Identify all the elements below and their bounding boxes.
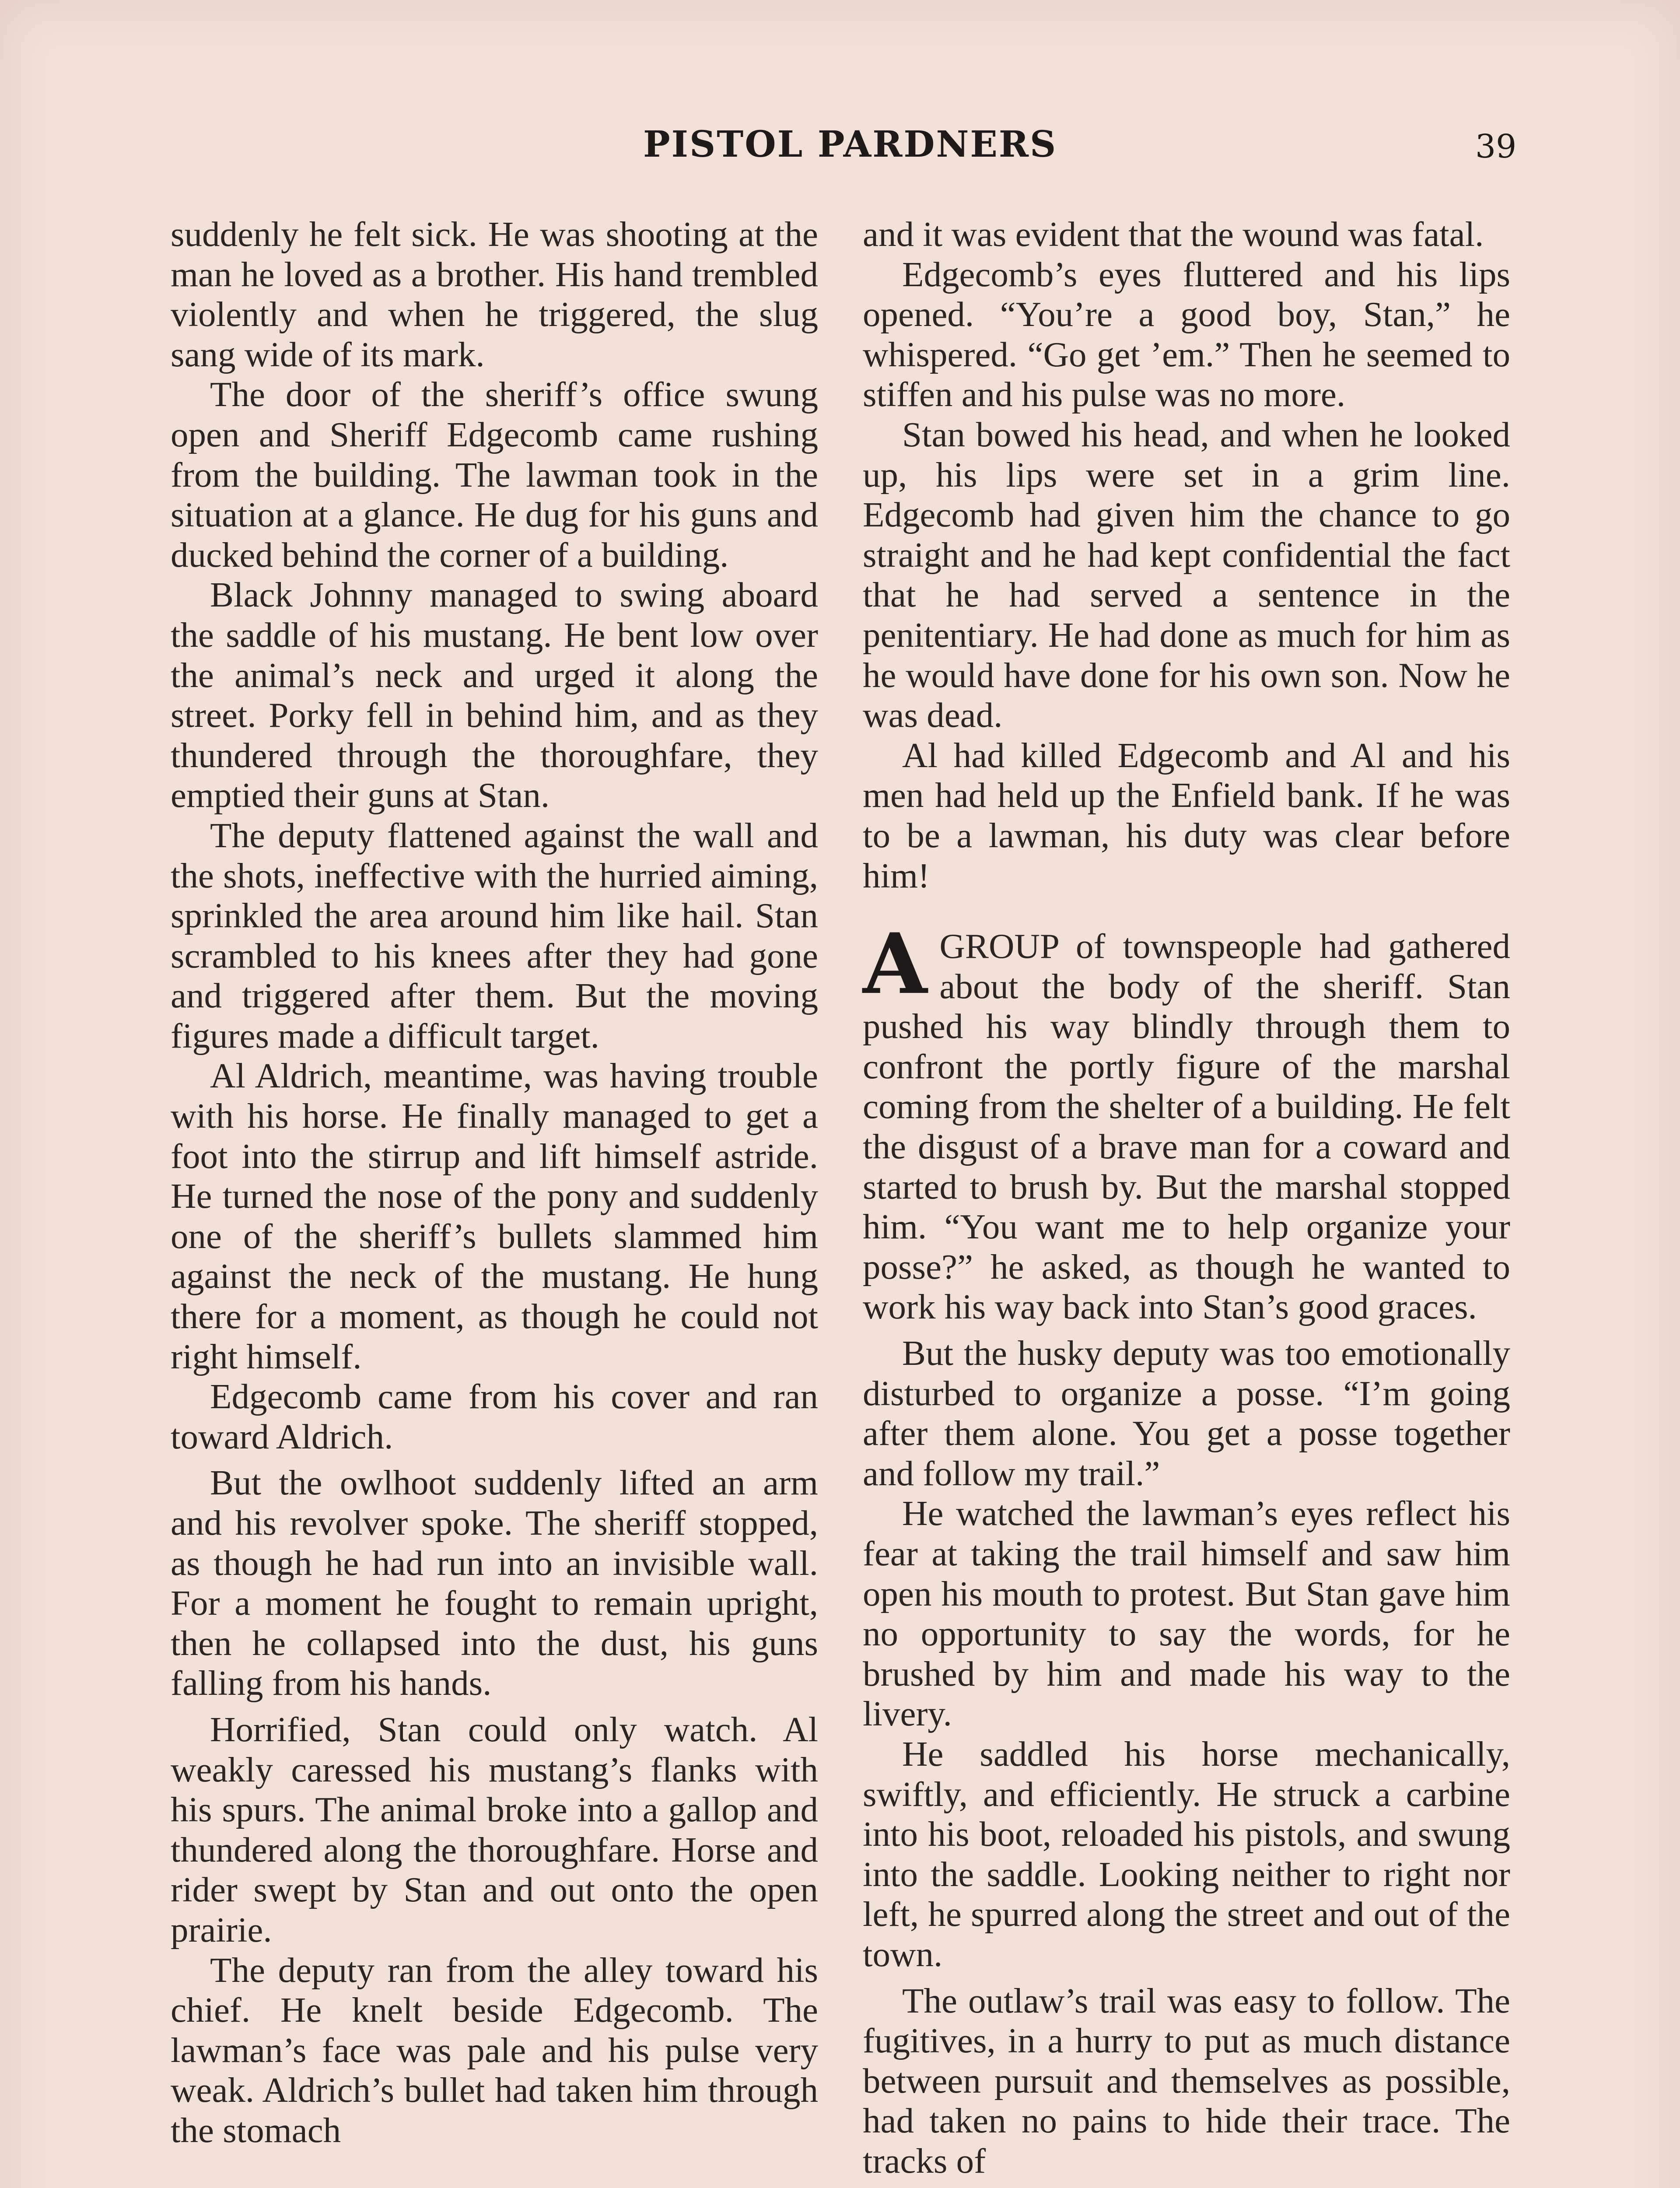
paragraph: But the owlhoot suddenly lifted an arm and his revolver spoke. The sheriff stopped, as though he had run into an invisible wall. For a moment he fought to remain upright, then he collapsed into the dust, his guns falling from his hands. bbox=[171, 1463, 818, 1703]
paragraph: suddenly he felt sick. He was shooting at the man he loved as a brother. His hand trembled violently and when he triggered, the slug sang wide of its mark. bbox=[171, 214, 818, 374]
paragraph: Edgecomb came from his cover and ran toward Aldrich. bbox=[171, 1377, 818, 1456]
paragraph: But the husky deputy was too emotionally disturbed to organize a posse. “I’m going after them alone. You get a posse together and follow my trail.” bbox=[863, 1333, 1510, 1493]
paragraph: Edgecomb’s eyes fluttered and his lips opened. “You’re a good boy, Stan,” he whispered. “Go get ’em.” Then he seemed to stiffen and his pulse was no more. bbox=[863, 254, 1510, 414]
paragraph: Stan bowed his head, and when he looked up, his lips were set in a grim line. Edgecomb had given him the chance to go straight and he had kept confidential the fact that he had served a sentence in the penitentiary. He had done as much for him as he would have done for his own son. Now he was dead. bbox=[863, 414, 1510, 735]
paragraph: The door of the sheriff’s office swung open and Sheriff Edgecomb came rushing from the building. The lawman took in the situation at a glance. He dug for his guns and ducked behind the corner of a building. bbox=[171, 375, 818, 575]
running-head bbox=[0, 123, 1680, 172]
paragraph: Horrified, Stan could only watch. Al weakly caressed his mustang’s flanks with his spurs. The animal broke into a gallop and thundered along the thoroughfare. Horse and rider swept by Stan and out onto the open prairie. bbox=[171, 1709, 818, 1950]
drop-cap: A bbox=[863, 915, 928, 1013]
paragraph: Black Johnny managed to swing aboard the saddle of his mustang. He bent low over the animal’s neck and urged it along the street. Porky fell in behind him, and as they thundered through the thoroughfare, they emptied their guns at Stan. bbox=[171, 575, 818, 815]
paragraph: Al had killed Edgecomb and Al and his men had held up the Enfield bank. If he was to be a lawman, his duty was clear before him! bbox=[863, 735, 1510, 895]
paragraph: The deputy flattened against the wall and the shots, ineffective with the hurried aiming, sprinkled the area around him like hail. Stan scrambled to his knees after they had gone and triggered after them. But the moving figures made a difficult target. bbox=[171, 815, 818, 1055]
left-column bbox=[171, 214, 818, 2151]
section-opening-paragraph bbox=[863, 915, 1510, 1327]
page-number: 39 bbox=[1475, 128, 1517, 165]
page-title: PISTOL PARDNERS bbox=[643, 123, 1057, 165]
paragraph: The deputy ran from the alley toward his chief. He knelt beside Edgecomb. The lawman’s face was pale and his pulse very weak. Aldrich’s bullet had taken him through the stomach bbox=[171, 1950, 818, 2150]
paragraph-text: GROUP of townspeople had gathered about the body of the sheriff. Stan pushed his way blindly through them to confront the portly figure of the marshal coming from the shelter of a building. He felt the disgust of a brave man for a coward and started to brush by. But the marshal stopped him. “You want me to help organize your posse?” he asked, as though he wanted to work his way back into Stan’s good graces. bbox=[863, 926, 1510, 1327]
paragraph: The outlaw’s trail was easy to follow. The fugitives, in a hurry to put as much distance between pursuit and themselves as possible, had taken no pains to hide their trace. The tracks of bbox=[863, 1981, 1510, 2181]
right-column bbox=[863, 214, 1510, 2181]
paragraph: He saddled his horse mechanically, swiftly, and efficiently. He struck a carbine into his boot, reloaded his pistols, and swung into the saddle. Looking neither to right nor left, he spurred along the street and out of the town. bbox=[863, 1734, 1510, 1974]
paragraph: Al Aldrich, meantime, was having trouble with his horse. He finally managed to get a foot into the stirrup and lift himself astride. He turned the nose of the pony and suddenly one of the sheriff’s bullets slammed him against the neck of the mustang. He hung there for a moment, as though he could not right himself. bbox=[171, 1056, 818, 1376]
paragraph: and it was evident that the wound was fatal. bbox=[863, 214, 1484, 254]
paragraph: He watched the lawman’s eyes reflect his fear at taking the trail himself and saw him open his mouth to protest. But Stan gave him no opportunity to say the words, for he brushed by him and made his way to the livery. bbox=[863, 1494, 1510, 1734]
